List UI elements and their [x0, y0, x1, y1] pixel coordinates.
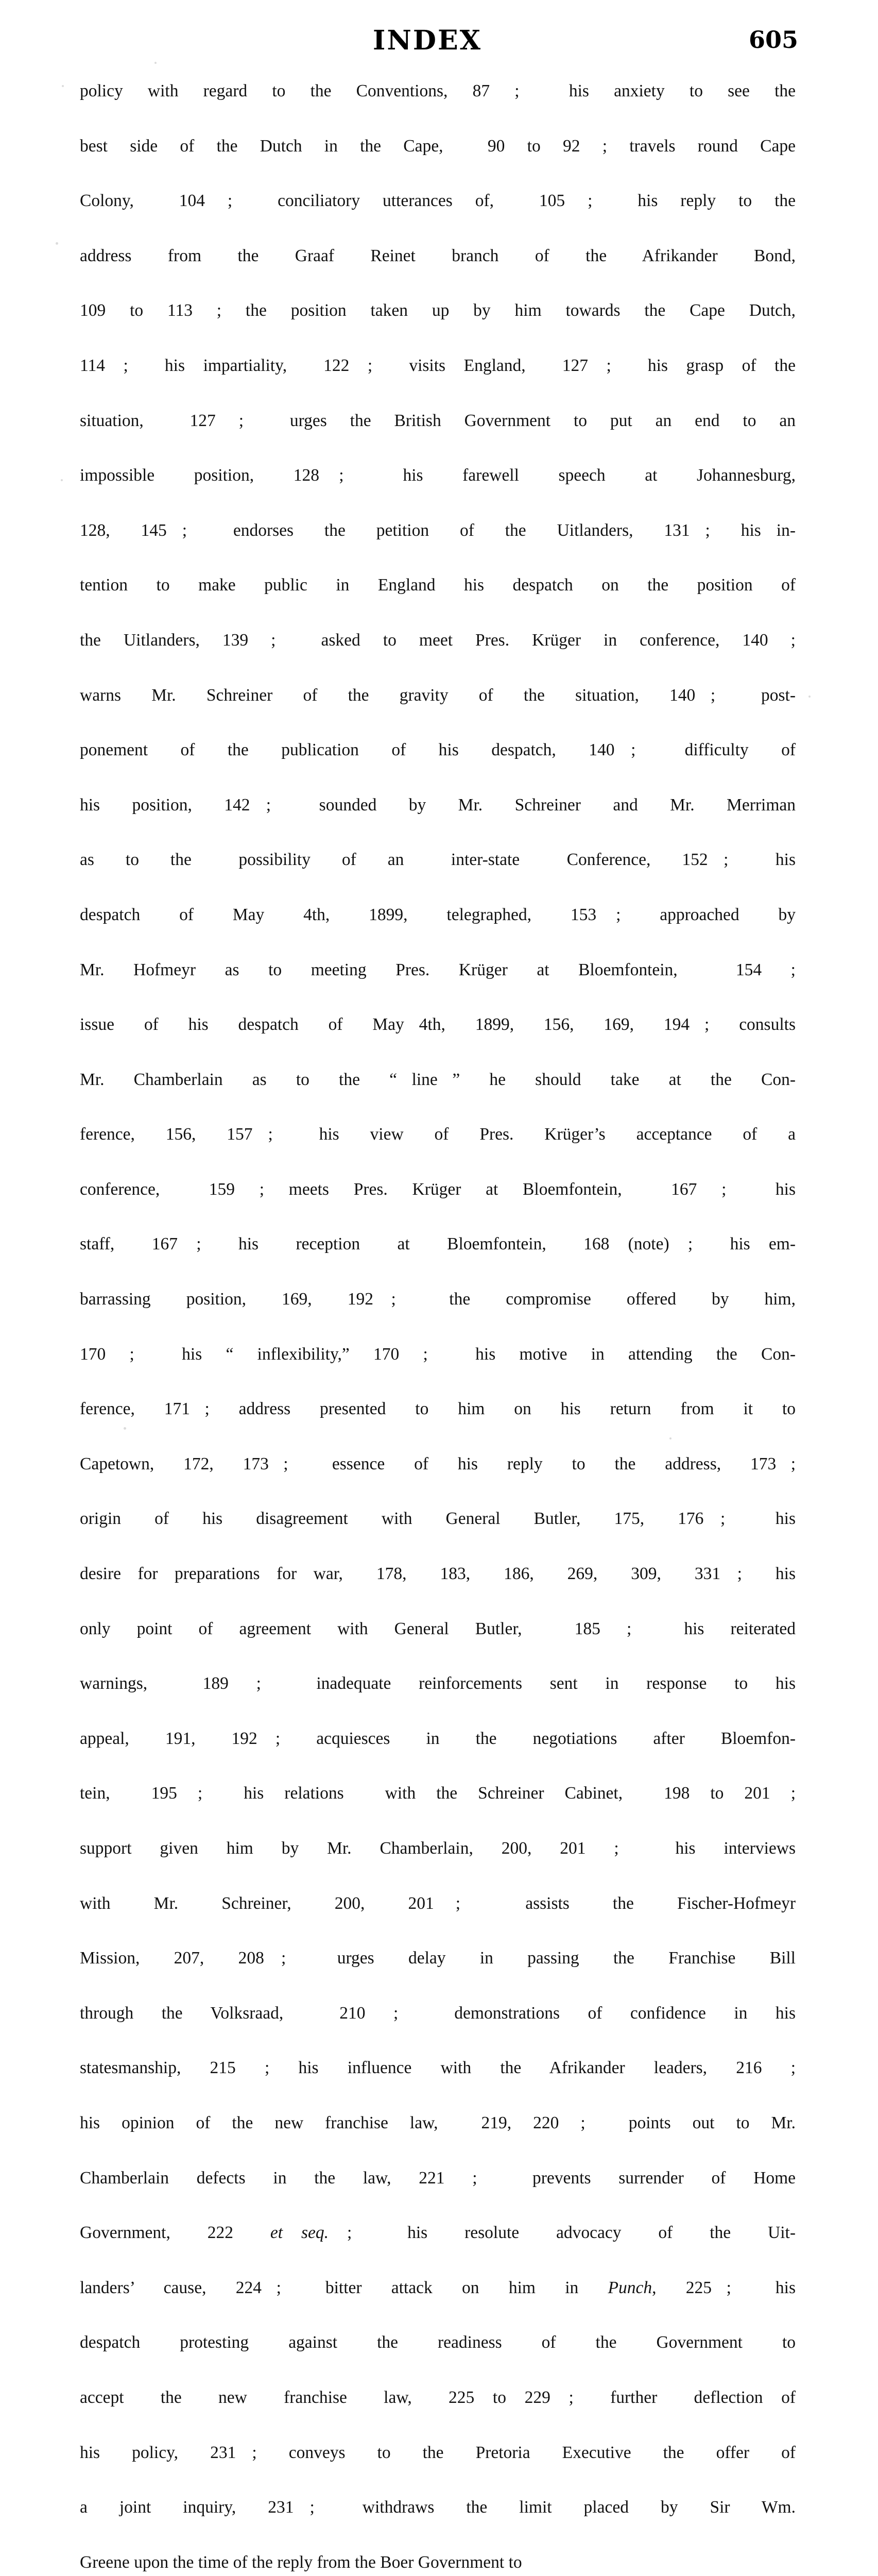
scan-speck [669, 1437, 672, 1439]
text-line: Mission, 207, 208 ; urges delay in passing the Franchise Bill [80, 1948, 796, 1968]
text-line: staff, 167 ; his reception at Bloemfontein, 168 (note) ; his em- [80, 1234, 796, 1254]
text-line: despatch protesting against the readiness of the Government to [80, 2333, 796, 2352]
text-line: Capetown, 172, 173 ; essence of his reply to the address, 173 ; [80, 1454, 796, 1473]
text-line: ference, 156, 157 ; his view of Pres. Krüger’s acceptance of a [80, 1125, 796, 1144]
text-line: Chamberlain defects in the law, 221 ; prevents surrender of Home [80, 2168, 796, 2188]
scan-speck [56, 242, 58, 245]
scan-speck [61, 479, 63, 481]
text-line: as to the possibility of an inter-state Conference, 152 ; his [80, 850, 796, 870]
text-line: warns Mr. Schreiner of the gravity of the situation, 140 ; post- [80, 685, 796, 705]
text-line: with Mr. Schreiner, 200, 201 ; assists the Fischer-Hofmeyr [80, 1893, 796, 1913]
index-entry-body [80, 77, 796, 2576]
text-line: issue of his despatch of May 4th, 1899, 156, 169, 194 ; consults [80, 1015, 796, 1035]
text-line: warnings, 189 ; inadequate reinforcements sent in response to his [80, 1674, 796, 1693]
text-line: ference, 171 ; address presented to him on his return from it to [80, 1399, 796, 1419]
text-line: situation, 127 ; urges the British Government to put an end to an [80, 411, 796, 430]
text-line: Mr. Hofmeyr as to meeting Pres. Krüger at Bloemfontein, 154 ; [80, 960, 796, 979]
text-line: despatch of May 4th, 1899, telegraphed, 153 ; approached by [80, 905, 796, 924]
text-line: his position, 142 ; sounded by Mr. Schreiner and Mr. Merriman [80, 795, 796, 815]
text-line: tein, 195 ; his relations with the Schreiner Cabinet, 198 to 201 ; [80, 1784, 796, 1803]
text-line: desire for preparations for war, 178, 183, 186, 269, 309, 331 ; his [80, 1564, 796, 1584]
text-line: through the Volksraad, 210 ; demonstrations of confidence in his [80, 2003, 796, 2023]
text-line: policy with regard to the Conventions, 87 ; his anxiety to see the [80, 81, 796, 100]
text-line-et-seq: Government, 222 et seq. ; his resolute advocacy of the Uit- [80, 2223, 796, 2243]
text-line: accept the new franchise law, 225 to 229 ; further deflection of [80, 2387, 796, 2407]
text-line: only point of agreement with General Butler, 185 ; his reiterated [80, 1619, 796, 1638]
text-line: appeal, 191, 192 ; acquiesces in the negotiations after Bloemfon- [80, 1728, 796, 1748]
text-line: a joint inquiry, 231 ; withdraws the limit placed by Sir Wm. [80, 2498, 796, 2517]
text-line: the Uitlanders, 139 ; asked to meet Pres. Krüger in conference, 140 ; [80, 630, 796, 650]
text-line: best side of the Dutch in the Cape, 90 to 92 ; travels round Cape [80, 136, 796, 156]
text-line: Colony, 104 ; conciliatory utterances of, 105 ; his reply to the [80, 191, 796, 211]
text-line: impossible position, 128 ; his farewell speech at Johannesburg, [80, 466, 796, 485]
scan-speck [124, 1427, 126, 1430]
text-line-punch: landers’ cause, 224 ; bitter attack on him in Punch, 225 ; his [80, 2278, 796, 2297]
text-line: 170 ; his “ inflexibility,” 170 ; his motive in attending the Con- [80, 1344, 796, 1364]
text-line: Greene upon the time of the reply from the Boer Government to [80, 2552, 522, 2572]
page-header [77, 25, 798, 61]
scan-speck [154, 62, 157, 64]
text-line: conference, 159 ; meets Pres. Krüger at Bloemfontein, 167 ; his [80, 1179, 796, 1199]
text-line: statesmanship, 215 ; his influence with the Afrikander leaders, 216 ; [80, 2058, 796, 2078]
text-line: 109 to 113 ; the position taken up by him towards the Cape Dutch, [80, 301, 796, 320]
page-title: INDEX [373, 25, 482, 56]
text-line: Mr. Chamberlain as to the “ line ” he should take at the Con- [80, 1070, 796, 1089]
text-line: ponement of the publication of his despatch, 140 ; difficulty of [80, 740, 796, 760]
text-line: address from the Graaf Reinet branch of the Afrikander Bond, [80, 246, 796, 265]
text-line: 128, 145 ; endorses the petition of the Uitlanders, 131 ; his in- [80, 520, 796, 540]
text-line: his opinion of the new franchise law, 219, 220 ; points out to Mr. [80, 2113, 796, 2132]
scan-speck [808, 696, 811, 698]
text-line: barrassing position, 169, 192 ; the compromise offered by him, [80, 1290, 796, 1309]
text-line: support given him by Mr. Chamberlain, 200, 201 ; his interviews [80, 1839, 796, 1858]
text-line: origin of his disagreement with General Butler, 175, 176 ; his [80, 1509, 796, 1529]
text-line: his policy, 231 ; conveys to the Pretoria Executive the offer of [80, 2443, 796, 2462]
scan-speck [62, 85, 64, 87]
text-line: 114 ; his impartiality, 122 ; visits England, 127 ; his grasp of the [80, 355, 796, 375]
text-line: tention to make public in England his despatch on the position of [80, 575, 796, 595]
page-number: 605 [748, 26, 798, 54]
